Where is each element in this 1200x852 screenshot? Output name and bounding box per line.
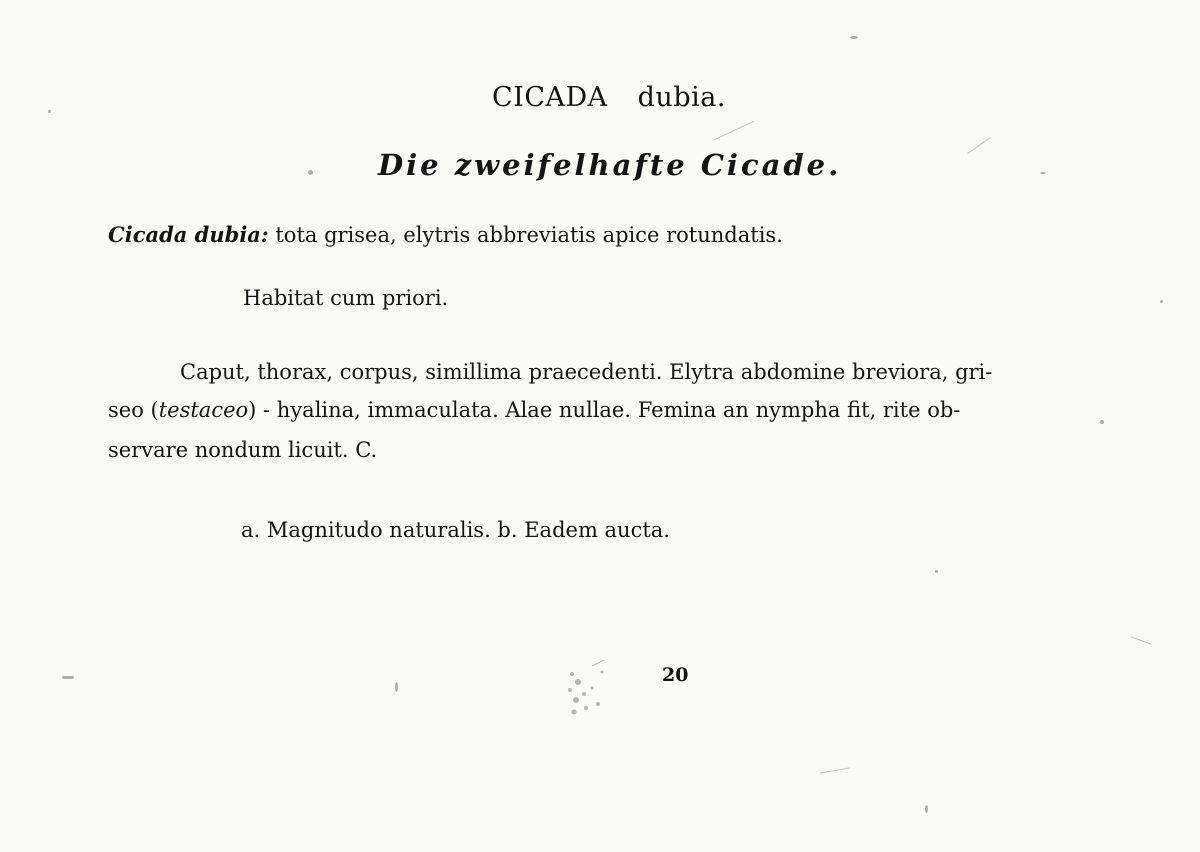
description-line-2-pre: seo (	[108, 398, 159, 422]
paper-speck	[850, 36, 858, 39]
title-species: dubia.	[637, 82, 726, 113]
page-subtitle: Die zweifelhafte Cicade.	[378, 148, 842, 182]
paper-speck	[935, 570, 938, 573]
paper-fiber	[1130, 636, 1151, 644]
paper-fiber	[714, 121, 754, 141]
description-line-2-italic: testaceo	[158, 398, 249, 422]
description-line-1: Caput, thorax, corpus, simillima praecedenti. Elytra abdomine breviora, gri-	[180, 360, 993, 384]
paper-speck	[48, 110, 51, 113]
description-line-2	[108, 398, 960, 422]
description-line-3: servare nondum licuit. C.	[108, 438, 378, 462]
page-number: 20	[662, 664, 689, 686]
habitat-line: Habitat cum priori.	[243, 286, 449, 310]
description-line-2-post: ) - hyalina, immaculata. Alae nullae. Femina an nympha fit, rite ob-	[248, 398, 961, 422]
paper-speck	[1040, 172, 1046, 174]
paper-fiber	[967, 137, 991, 154]
paper-speck	[308, 170, 313, 175]
ink-smudge	[562, 660, 612, 724]
diagnosis-lead: Cicada dubia:	[108, 222, 269, 247]
paper-speck	[62, 676, 74, 679]
paper-speck	[1160, 300, 1163, 303]
diagnosis-line	[108, 222, 783, 247]
diagnosis-text: tota grisea, elytris abbreviatis apice rotundatis.	[275, 223, 783, 247]
page-title	[492, 82, 726, 113]
title-genus: CICADA	[492, 82, 608, 113]
figure-caption: a. Magnitudo naturalis. b. Eadem aucta.	[241, 518, 670, 542]
paper-fiber	[820, 767, 850, 773]
paper-speck	[925, 805, 928, 813]
paper-speck	[1100, 420, 1104, 424]
paper-speck	[395, 682, 398, 692]
